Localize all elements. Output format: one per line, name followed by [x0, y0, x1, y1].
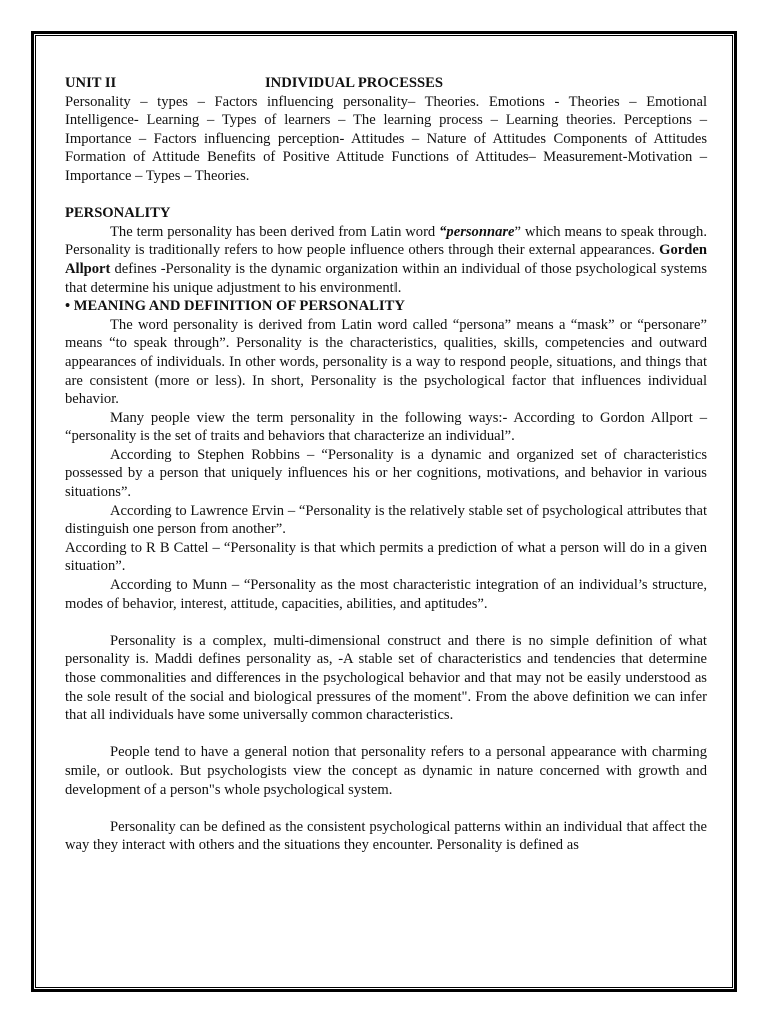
author-name: Gorden Allport — [65, 242, 707, 277]
spacer — [65, 725, 707, 744]
text-run: The term personality has been derived from Latin word — [110, 223, 440, 240]
spacer — [65, 799, 707, 818]
paragraph: Personality is a complex, multi-dimensional construct and there is no simple definition of what personality is. Maddi defines personality as, -A stable set of characteristics and tendencies that determine those commonalities and differences in the psychological behavior and that may not be easily understood as the sole result of the social and biological pressures of the moment". From the above definition we can infer that all individuals have some universally common characteristics. — [65, 632, 707, 724]
paragraph: According to Lawrence Ervin – “Personality is the relatively stable set of psychological attributes that distinguish one person from another”. — [65, 502, 707, 538]
spacer — [65, 613, 707, 632]
text-run: ” which means to speak through. Personality is traditionally refers to how people influence others through their external appearances. — [65, 223, 707, 259]
paragraph: According to R B Cattel – “Personality is that which permits a prediction of what a person will do in a given situation”. — [65, 539, 707, 575]
unit-header — [65, 74, 707, 93]
unit-title: INDIVIDUAL PROCESSES — [265, 75, 444, 91]
paragraph: Personality can be defined as the consistent psychological patterns within an individual that affect the way they interact with others and the situations they encounter. Personality is defined as — [65, 818, 707, 854]
paragraph: Many people view the term personality in the following ways:- According to Gordon Allport – “personality is the set of traits and behaviors that characterize an individual”. — [65, 409, 707, 445]
spacer — [65, 186, 707, 205]
document-body — [65, 74, 707, 855]
meaning-heading: • MEANING AND DEFINITION OF PERSONALITY — [65, 298, 405, 315]
text-run: defines -Personality is the dynamic organization within an individual of those psychological systems that determine his unique adjustment to his environment‖. — [65, 260, 707, 296]
unit-label: UNIT II — [65, 75, 117, 91]
paragraph: According to Stephen Robbins – “Personality is a dynamic and organized set of characteristics possessed by a person that uniquely influences his or her cognitions, motivations, and behavior in various situations”. — [65, 446, 707, 501]
paragraph: According to Munn – “Personality as the most characteristic integration of an individual’s structure, modes of behavior, interest, attitude, capacities, abilities, and aptitudes”. — [65, 577, 707, 612]
paragraph: People tend to have a general notion that personality refers to a personal appearance with charming smile, or outlook. But psychologists view the concept as dynamic in nature concerned with growth and development of a person"s whole psychological system. — [65, 744, 707, 798]
unit-syllabus: Personality – types – Factors influencing personality– Theories. Emotions - Theories – Emotional Intelligence- Learning – Types of learners – The learning process – Learning theories. Perceptions – Importance – Factors influencing perception- Attitudes – Nature of Attitudes Components of Attitudes Formation of Attitude Benefits of Positive Attitude Functions of Attitudes– Measurement-Motivation – Importance – Types – Theories. — [65, 93, 707, 184]
paragraph: The word personality is derived from Latin word called “persona” means a “mask” or “personare” means “to speak through”. Personality is the characteristics, qualities, skills, competencies and outward appearances of individuals. In other words, personality is a way to respond people, situations, and things that are consistent (more or less). In short, Personality is the psychological factor that influences individual behavior. — [65, 316, 707, 408]
personality-paragraph — [65, 223, 707, 297]
personality-heading: PERSONALITY — [65, 205, 171, 222]
latin-word: “personnare — [439, 223, 515, 240]
